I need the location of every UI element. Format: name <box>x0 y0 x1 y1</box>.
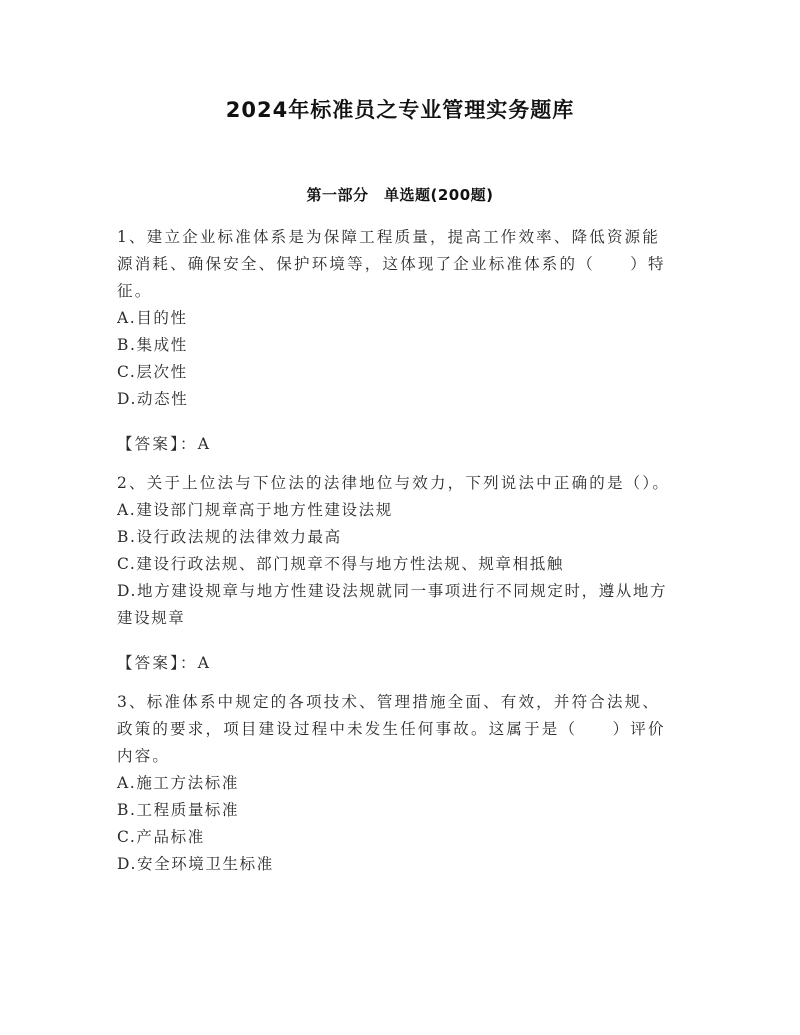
question-1 <box>117 224 677 458</box>
option-a: A.施工方法标准 <box>117 774 239 792</box>
document-title: 2024年标准员之专业管理实务题库 <box>225 98 575 122</box>
question-stem: 1、建立企业标准体系是为保障工程质量，提高工作效率、降低资源能源消耗、确保安全、保护环境等，这体现了企业标准体系的（ ）特征。 <box>117 228 666 300</box>
option-a: A.目的性 <box>117 309 188 327</box>
answer-label: 【答案】：A <box>117 654 212 672</box>
option-a: A.建设部门规章高于地方性建设法规 <box>117 501 393 519</box>
option-c: C.产品标准 <box>117 828 205 846</box>
option-d: D.动态性 <box>117 390 189 408</box>
question-stem: 3、标准体系中规定的各项技术、管理措施全面、有效，并符合法规、政策的要求，项目建设过程中未发生任何事故。这属于是（ ）评价内容。 <box>117 693 666 765</box>
option-d: D.地方建设规章与地方性建设法规就同一事项进行不同规定时，遵从地方建设规章 <box>117 582 668 627</box>
section-heading: 第一部分 单选题(200题) <box>306 186 494 204</box>
option-b: B.工程质量标准 <box>117 801 240 819</box>
option-d: D.安全环境卫生标准 <box>117 855 274 873</box>
question-2 <box>117 470 677 677</box>
question-3 <box>117 689 677 878</box>
question-stem: 2、关于上位法与下位法的法律地位与效力，下列说法中正确的是（）。 <box>117 474 671 492</box>
answer-label: 【答案】：A <box>117 435 212 453</box>
option-b: B.集成性 <box>117 336 188 354</box>
question-list <box>117 224 677 878</box>
option-b: B.设行政法规的法律效力最高 <box>117 528 342 546</box>
option-c: C.层次性 <box>117 363 188 381</box>
option-c: C.建设行政法规、部门规章不得与地方性法规、规章相抵触 <box>117 555 564 573</box>
